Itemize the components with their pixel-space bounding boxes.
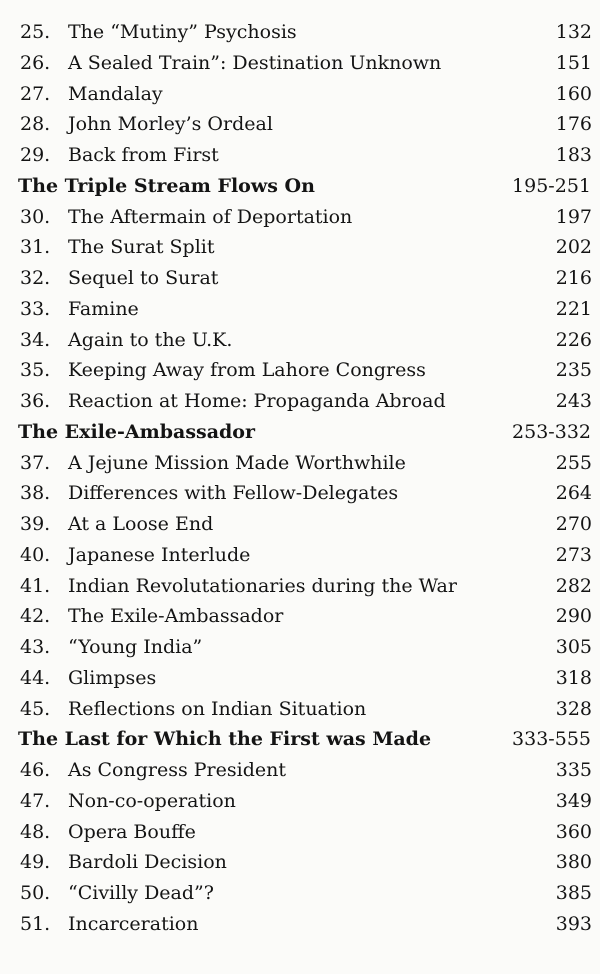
page-number: 221 [555,297,592,320]
page-number: 318 [555,666,592,689]
section-title: The Last for Which the First was Made [18,728,432,751]
toc-entry [0,449,600,477]
toc-entry [0,18,600,46]
chapter-title: “Civilly Dead”? [68,882,214,904]
toc-entry [0,787,600,815]
chapter-number: 41. [20,574,51,597]
chapter-title: Famine [68,297,139,320]
chapter-title: Indian Revolutationaries during the War [68,574,457,597]
chapter-number: 48. [20,820,51,843]
page-number: 255 [555,451,592,474]
chapter-number: 28. [20,113,51,136]
chapter-title: The “Mutiny” Psychosis [68,21,297,43]
chapter-number: 46. [20,759,51,781]
chapter-number: 34. [20,328,51,351]
chapter-number: 31. [20,236,51,259]
chapter-number: 35. [20,359,51,382]
chapter-number: 44. [20,666,51,689]
page-number: 282 [555,574,592,597]
toc-section-heading [0,418,600,446]
chapter-number: 29. [20,144,51,166]
page-number: 226 [555,328,592,351]
page-number: 183 [555,144,592,166]
section-page-range: 253-332 [512,420,591,443]
chapter-title: Differences with Fellow-Delegates [68,482,399,505]
page-number: 385 [555,882,592,904]
chapter-number: 50. [20,882,51,904]
chapter-title: As Congress President [68,759,286,781]
chapter-number: 30. [20,205,51,228]
chapter-title: The Aftermain of Deportation [68,205,353,228]
page-number: 393 [555,912,592,935]
page-number: 360 [555,820,592,843]
toc-entry [0,510,600,538]
chapter-number: 51. [20,912,51,935]
chapter-title: Japanese Interlude [68,543,251,566]
chapter-number: 33. [20,297,51,320]
section-title: The Exile-Ambassador [18,420,255,443]
toc-entry [0,572,600,600]
page-number: 328 [555,697,592,720]
toc-entry [0,356,600,384]
toc-entry [0,80,600,108]
page-number: 202 [555,236,592,259]
page-number: 270 [555,513,592,535]
chapter-number: 39. [20,513,51,535]
toc-entry [0,879,600,907]
chapter-title: The Exile-Ambassador [68,605,284,628]
page-number: 290 [555,605,592,628]
chapter-title: Non-co-operation [68,789,236,812]
page-number: 335 [555,759,592,781]
chapter-title: At a Loose End [68,513,214,535]
chapter-title: Bardoli Decision [68,851,227,874]
chapter-title: A Jejune Mission Made Worthwhile [68,451,406,474]
page-number: 305 [555,636,592,658]
chapter-title: “Young India” [68,636,203,658]
toc-entry [0,756,600,784]
chapter-number: 49. [20,851,51,874]
chapter-number: 25. [20,21,51,43]
page-number: 243 [555,390,592,412]
chapter-title: Keeping Away from Lahore Congress [68,359,426,382]
chapter-number: 32. [20,267,51,289]
page-number: 132 [555,21,592,43]
toc-entry [0,141,600,169]
toc-entry [0,203,600,231]
toc-entry [0,233,600,261]
chapter-title: Again to the U.K. [68,328,233,351]
chapter-number: 37. [20,451,51,474]
chapter-title: The Surat Split [68,236,215,259]
chapter-number: 36. [20,390,51,412]
toc-entry [0,848,600,876]
toc-entry [0,633,600,661]
chapter-title: Reaction at Home: Propaganda Abroad [68,390,446,412]
toc-entry [0,326,600,354]
page-number: 273 [555,543,592,566]
chapter-title: Reflections on Indian Situation [68,697,367,720]
page-number: 160 [555,82,592,105]
chapter-number: 40. [20,543,51,566]
chapter-number: 38. [20,482,51,505]
page-number: 380 [555,851,592,874]
toc-entry [0,387,600,415]
chapter-number: 45. [20,697,51,720]
chapter-number: 42. [20,605,51,628]
chapter-number: 47. [20,789,51,812]
chapter-number: 27. [20,82,51,105]
chapter-title: Sequel to Surat [68,267,219,289]
toc-entry [0,818,600,846]
toc-entry [0,110,600,138]
toc-entry [0,295,600,323]
page-number: 349 [555,789,592,812]
chapter-title: John Morley’s Ordeal [68,113,273,136]
page-number: 151 [555,51,592,74]
toc-entry [0,602,600,630]
section-page-range: 333-555 [512,728,591,751]
toc-entry [0,49,600,77]
toc-section-heading [0,725,600,753]
toc-entry [0,910,600,938]
page-number: 235 [555,359,592,382]
toc-entry [0,541,600,569]
toc-entry [0,264,600,292]
chapter-title: Back from First [68,144,219,166]
chapter-title: Mandalay [68,82,163,105]
toc-entry [0,695,600,723]
toc-entry [0,479,600,507]
toc-entry [0,664,600,692]
toc-section-heading [0,172,600,200]
chapter-title: Glimpses [68,666,157,689]
page-number: 197 [555,205,592,228]
section-title: The Triple Stream Flows On [18,174,315,197]
chapter-title: Incarceration [68,912,199,935]
chapter-number: 43. [20,636,51,658]
chapter-title: Opera Bouffe [68,820,196,843]
page-number: 216 [555,267,592,289]
page-number: 264 [555,482,592,505]
page-number: 176 [555,113,592,136]
section-page-range: 195-251 [512,174,591,197]
chapter-title: A Sealed Train”: Destination Unknown [68,51,442,74]
chapter-number: 26. [20,51,51,74]
